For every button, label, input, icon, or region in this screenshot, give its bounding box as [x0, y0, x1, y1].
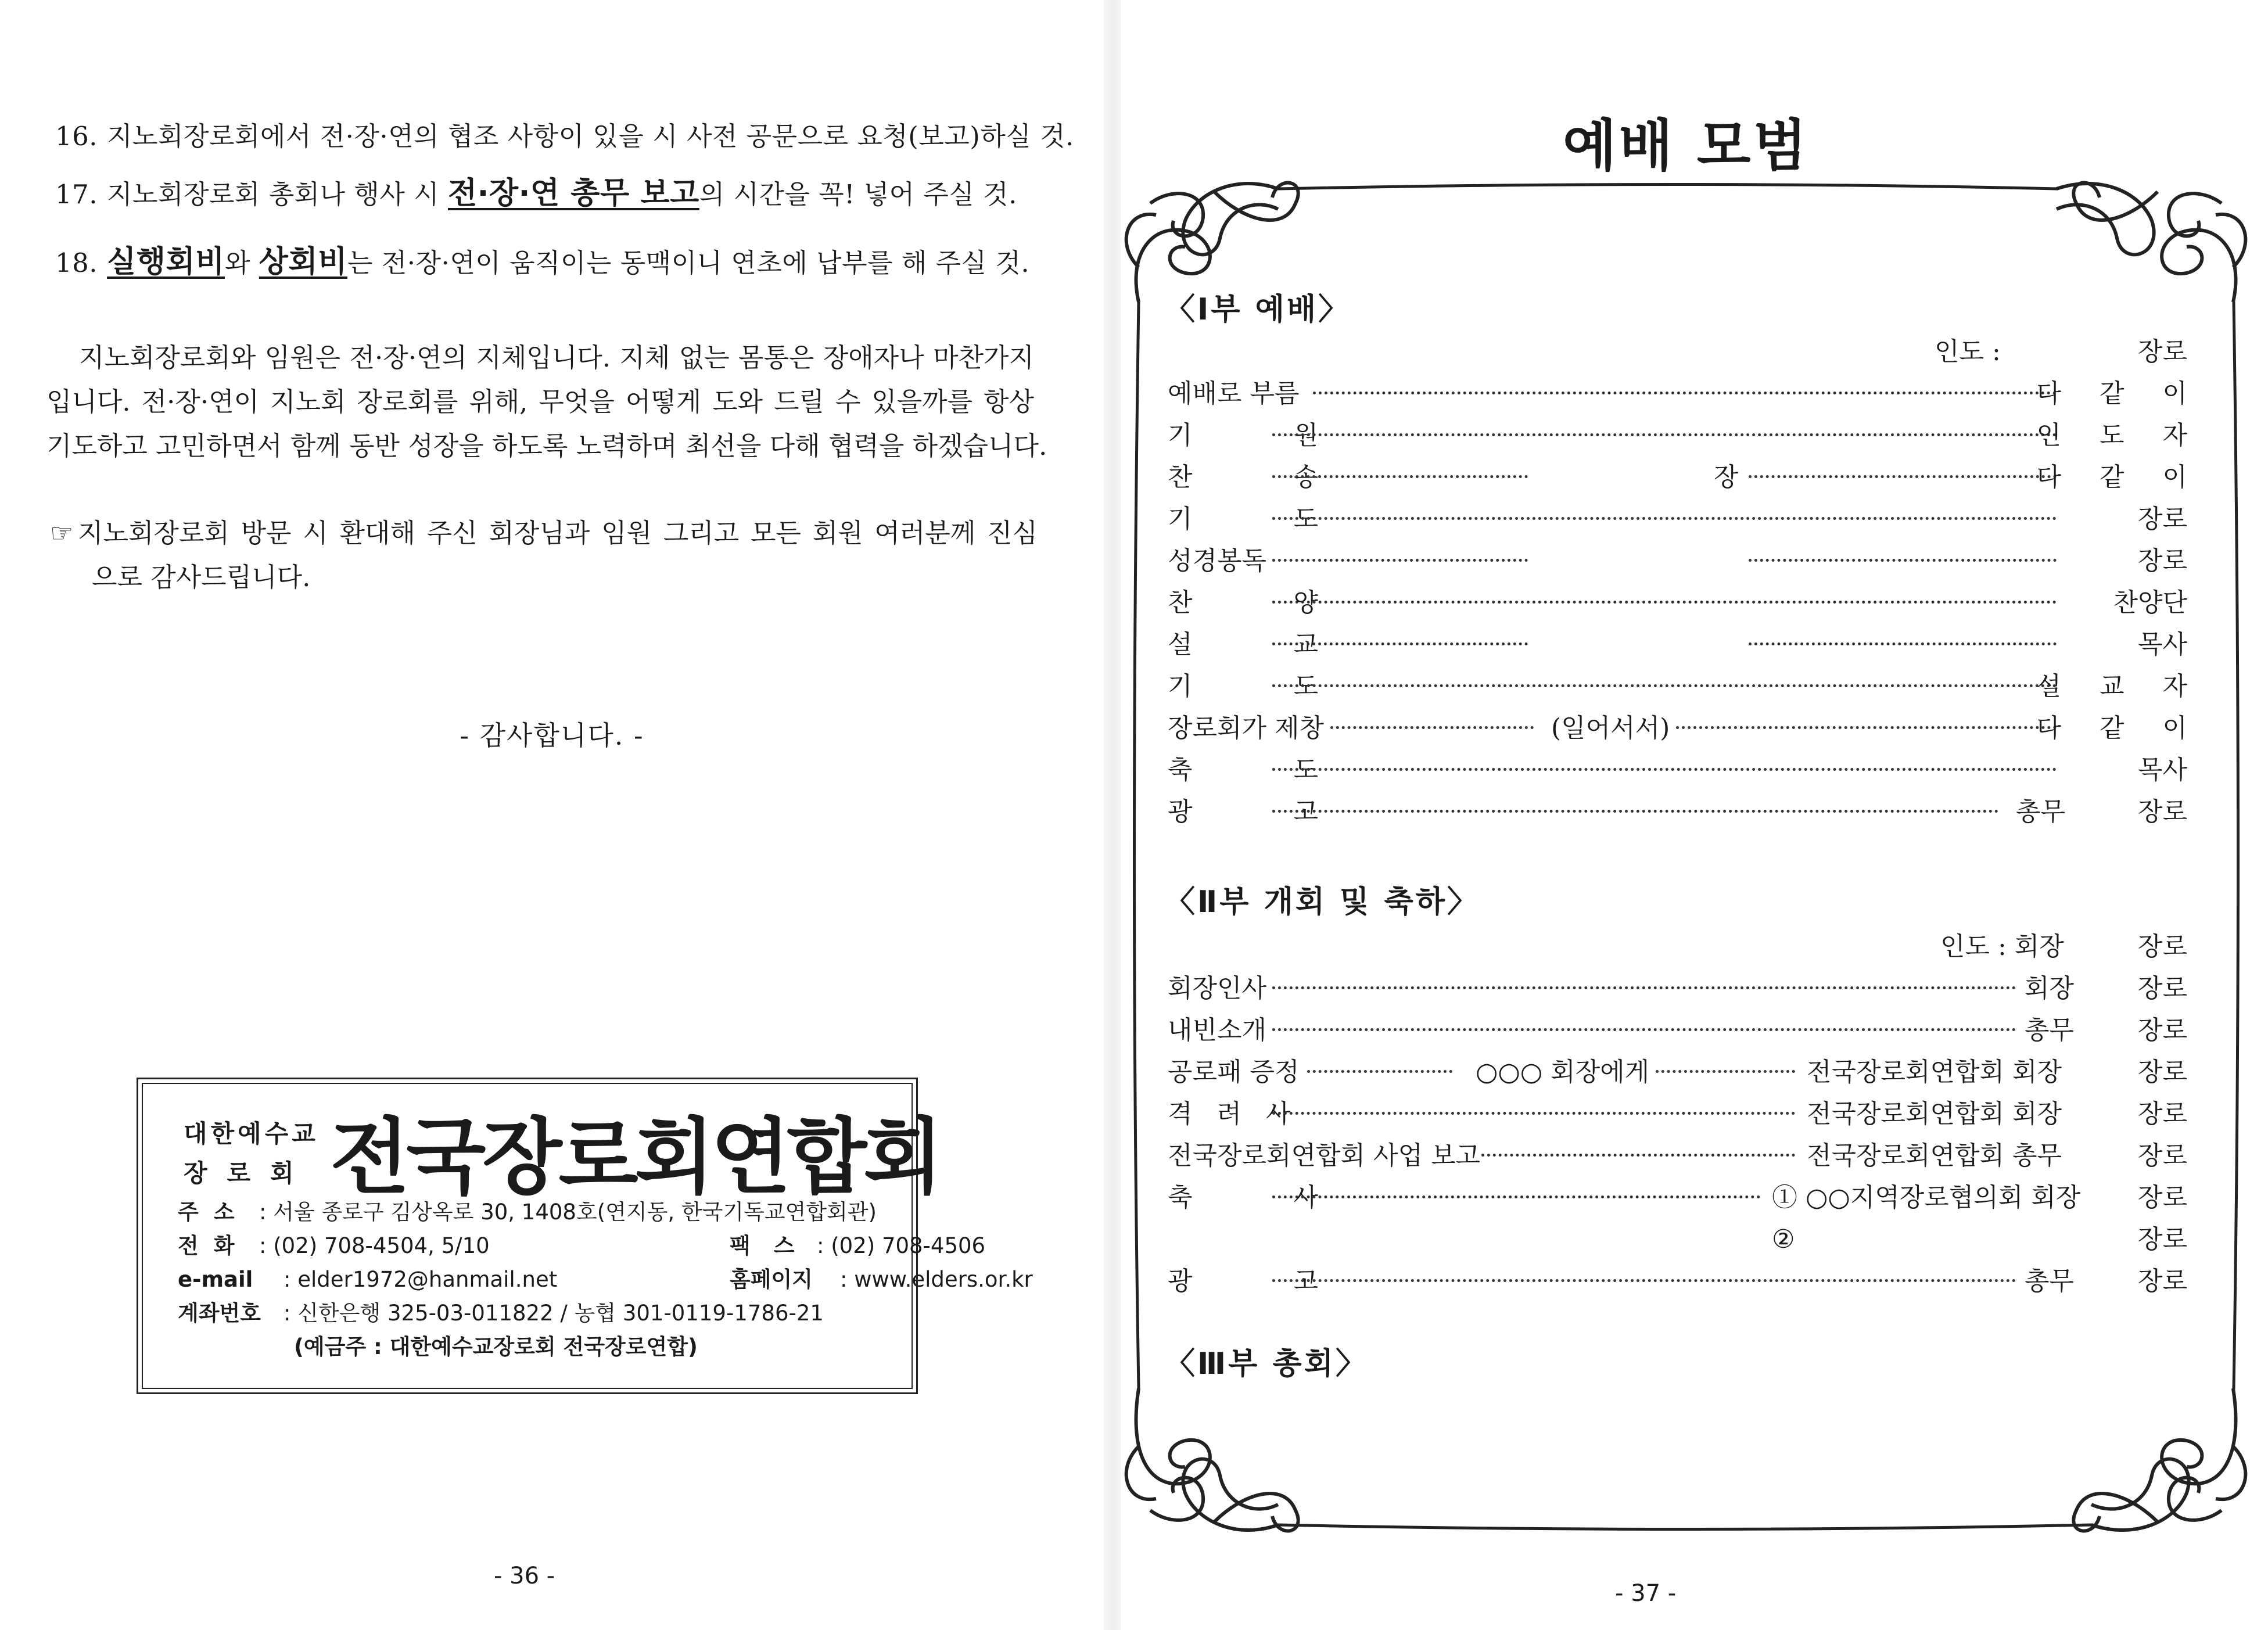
order-performer: 장로 — [2137, 1057, 2187, 1087]
item-emphasis: 상회비 — [259, 245, 347, 279]
order-row — [1168, 1013, 2187, 1048]
leader-title: 장로 — [2137, 337, 2187, 367]
dot-leader — [1330, 726, 1534, 729]
email-value: : elder1972@hanmail.net — [284, 1267, 558, 1292]
order-label: 찬 양 — [1168, 588, 1365, 617]
leader-row — [1168, 929, 2187, 964]
order-performer: 목사 — [2137, 755, 2187, 785]
order-row — [1168, 586, 2187, 620]
paragraph-line: 기도하고 고민하면서 함께 동반 성장을 하도록 노력하며 최선을 다해 협력을 하겠습니다. — [46, 430, 1047, 461]
order-label: 예배로 부름 — [1168, 379, 1300, 408]
page-number: - 37 - — [1615, 1580, 1677, 1607]
order-row — [1168, 1264, 2187, 1299]
dot-leader — [1272, 1279, 2016, 1282]
closing-text: - 감사합니다. - — [460, 720, 644, 751]
item-text: 는 전·장·연이 움직이는 동맥이니 연초에 납부를 해 주실 것. — [347, 247, 1030, 278]
denomination-line: 장로회 — [184, 1159, 314, 1187]
account-value: : 신한은행 325-03-011822 / 농협 301-0119-1786-21 — [284, 1301, 824, 1326]
order-row — [1168, 627, 2187, 662]
order-performer: 장로 — [2137, 546, 2187, 576]
address-value: : 서울 종로구 김상옥로 30, 1408호(연지동, 한국기독교연합회관) — [259, 1200, 877, 1225]
order-label: 축 사 — [1168, 1183, 1365, 1212]
right-page — [1104, 0, 2268, 1630]
order-role: 전국장로회연합회 회장 — [1807, 1099, 2062, 1129]
thanks-note — [50, 511, 1038, 599]
order-label: 내빈소개 — [1168, 1015, 1267, 1045]
leader-label: 인도 : — [1935, 337, 2001, 367]
dot-leader — [1272, 1112, 1795, 1115]
homepage-value: : www.elders.or.kr — [840, 1267, 1033, 1292]
order-performer: 장로 — [2137, 1015, 2187, 1045]
order-performer: 다 같 이 — [2036, 379, 2202, 408]
order-row — [1168, 460, 2202, 495]
order-role: 총무 — [2025, 1015, 2075, 1045]
order-label: 기 원 — [1168, 421, 1365, 450]
denomination-line: 대한예수교 — [184, 1119, 319, 1148]
section-heading-2: 〈Ⅱ부 개회 및 축하〉 — [1165, 885, 1480, 920]
order-label: 기 도 — [1168, 504, 1365, 534]
order-role: 총무 — [2025, 1266, 2075, 1296]
order-performer: 장로 — [2137, 1099, 2187, 1129]
order-label: 광 고 — [1168, 1266, 1365, 1296]
hymn-number-label: 장 — [1714, 462, 1739, 492]
address-line — [178, 1195, 877, 1229]
order-performer: 장로 — [2137, 974, 2187, 1003]
paragraph-line: 지노회장로회와 임원은 전·장·연의 지체입니다. 지체 없는 몸통은 장애자나 마찬가지 — [79, 342, 1034, 373]
leader-title: 장로 — [2137, 932, 2187, 961]
order-row — [1168, 753, 2187, 788]
standing-note: (일어서서) — [1551, 713, 1670, 743]
account-line — [178, 1297, 877, 1330]
order-label: 격 려 사 — [1168, 1099, 1299, 1129]
leader-label: 인도 : 회장 — [1940, 932, 2064, 961]
address-label: 주소 — [178, 1200, 250, 1225]
dot-leader — [1749, 475, 2057, 478]
order-row — [1168, 376, 2202, 411]
dot-leader — [1272, 642, 1528, 645]
dot-leader — [1272, 517, 2057, 520]
corner-ornament-bl — [1126, 1388, 1298, 1531]
order-role: 총무 — [2016, 797, 2066, 827]
item-emphasis: 실행회비 — [107, 245, 225, 279]
page-number: - 36 - — [494, 1563, 555, 1589]
order-performer: 장로 — [2137, 1183, 2187, 1212]
homepage-label: 홈페이지 — [730, 1267, 813, 1292]
dot-leader — [1272, 810, 1998, 813]
order-performer: 목사 — [2137, 630, 2187, 659]
body-paragraph — [46, 336, 1047, 468]
item-text: 와 — [225, 247, 259, 278]
order-row — [1168, 1139, 2187, 1173]
phone-label: 전화 — [178, 1233, 250, 1258]
order-role: 전국장로회연합회 회장 — [1807, 1057, 2062, 1087]
email-homepage-line — [178, 1263, 1033, 1297]
order-label: 광 고 — [1168, 797, 1365, 827]
order-performer: 장로 — [2137, 504, 2187, 534]
account-holder: (예금주 : 대한예수교장로회 전국장로연합) — [294, 1334, 698, 1359]
order-label: 축 도 — [1168, 755, 1365, 785]
item-emphasis: 전·장·연 총무 보고 — [447, 176, 699, 211]
fax-label: 팩스 — [730, 1233, 818, 1258]
order-row — [1168, 544, 2187, 579]
page-title: 예배 모범 — [1562, 113, 1810, 178]
order-label: 기 도 — [1168, 672, 1365, 701]
order-row — [1168, 795, 2187, 830]
dot-leader — [1272, 475, 1528, 478]
paragraph-line: 입니다. 전·장·연이 지노회 장로회를 위해, 무엇을 어떻게 도와 드릴 수 있을까를 항상 — [46, 386, 1034, 417]
order-row — [1168, 1180, 2187, 1215]
note-item-18 — [55, 237, 1029, 281]
item-text: 의 시간을 꼭! 넣어 주실 것. — [699, 179, 1017, 210]
fax — [730, 1229, 985, 1263]
dot-leader — [1272, 684, 2057, 687]
org-info-card — [137, 1078, 1033, 1394]
item-text: 지노회장로회에서 전·장·연의 협조 사항이 있을 시 사전 공문으로 요청(보고)하실 것. — [107, 121, 1074, 152]
dot-leader — [1313, 392, 2057, 394]
award-recipient: ○○○ 회장에게 — [1476, 1057, 1650, 1087]
order-role: ① ○○지역장로협의회 회장 — [1772, 1183, 2081, 1212]
pointing-hand-icon: ☞ — [50, 518, 74, 548]
section-heading-3: 〈Ⅲ부 총회〉 — [1165, 1347, 1368, 1381]
phone-fax-line — [178, 1229, 986, 1263]
note-item-17 — [55, 168, 1017, 212]
dot-leader — [1272, 1195, 1760, 1198]
order-performer: 찬양단 — [2113, 588, 2187, 617]
item-number: 17. — [55, 179, 98, 210]
dot-leader — [1272, 601, 2057, 604]
order-performer: 다 같 이 — [2036, 713, 2202, 743]
email-label: e-mail — [178, 1267, 253, 1292]
order-role: ② — [1772, 1225, 1795, 1254]
dot-leader — [1272, 1028, 2016, 1031]
order-role: 전국장로회연합회 총무 — [1807, 1141, 2062, 1171]
dot-leader — [1749, 642, 2057, 645]
order-performer: 인 도 자 — [2036, 421, 2202, 450]
order-role: 회장 — [2025, 974, 2075, 1003]
corner-ornament-tr — [2057, 183, 2245, 302]
dot-leader — [1272, 768, 2057, 771]
dot-leader — [1307, 1070, 1452, 1073]
item-number: 18. — [55, 247, 98, 278]
order-row — [1168, 711, 2202, 746]
account-label: 계좌번호 — [178, 1301, 261, 1326]
dot-leader — [1481, 1154, 1795, 1157]
contact-info — [178, 1195, 1033, 1364]
note-item-16 — [55, 115, 1074, 153]
order-row — [1168, 418, 2202, 453]
order-performer: 장로 — [2137, 1141, 2187, 1171]
corner-ornament-br — [2073, 1388, 2245, 1531]
dot-leader — [1676, 726, 2057, 729]
order-performer: 장로 — [2137, 797, 2187, 827]
section-heading-1: 〈Ⅰ부 예배〉 — [1165, 292, 1351, 327]
org-name: 전국장로회연합회 — [330, 1110, 940, 1205]
order-label: 설 교 — [1168, 630, 1365, 659]
dot-leader — [1272, 559, 1528, 562]
phone-value: : (02) 708-4504, 5/10 — [259, 1233, 490, 1258]
order-label: 전국장로회연합회 사업 보고 — [1168, 1141, 1481, 1171]
order-performer: 장로 — [2137, 1225, 2187, 1254]
order-label: 성경봉독 — [1168, 546, 1267, 576]
dot-leader — [1749, 559, 2057, 562]
order-row — [1168, 1097, 2187, 1132]
order-row — [1168, 1055, 2187, 1090]
order-label: 찬 송 — [1168, 462, 1365, 492]
order-label: 회장인사 — [1168, 974, 1267, 1003]
dot-leader — [1656, 1070, 1795, 1073]
order-performer: 다 같 이 — [2036, 462, 2202, 492]
order-row — [1168, 971, 2187, 1006]
order-label: 장로회가 제창 — [1168, 713, 1325, 743]
order-row — [1168, 502, 2187, 537]
order-performer: 설 교 자 — [2036, 672, 2202, 701]
homepage — [730, 1263, 1033, 1297]
note-line: 으로 감사드립니다. — [92, 562, 311, 593]
left-page — [0, 0, 1104, 1630]
order-performer: 장로 — [2137, 1266, 2187, 1296]
denomination — [184, 1114, 319, 1193]
order-label: 공로패 증정 — [1168, 1057, 1300, 1087]
dot-leader — [1272, 433, 2057, 436]
leader-row — [1168, 335, 2187, 369]
item-text: 지노회장로회 총회나 행사 시 — [107, 179, 448, 210]
dot-leader — [1272, 986, 2016, 989]
order-row — [1168, 669, 2202, 704]
fax-value: : (02) 708-4506 — [817, 1233, 986, 1258]
order-row — [1168, 1222, 2187, 1257]
item-number: 16. — [55, 121, 98, 152]
note-line: 지노회장로회 방문 시 환대해 주신 회장님과 임원 그리고 모든 회원 여러분께 진심 — [78, 518, 1038, 548]
